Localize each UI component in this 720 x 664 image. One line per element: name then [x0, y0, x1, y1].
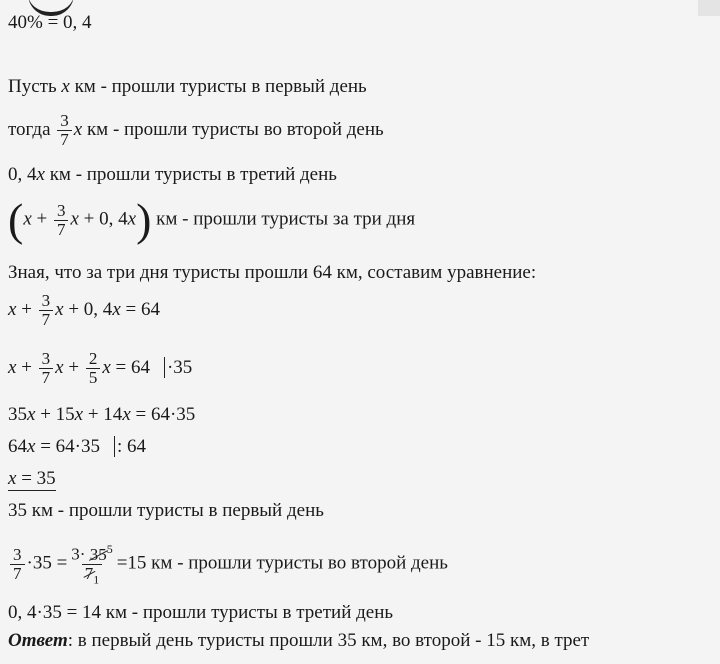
fraction: $\frac{3}{7}$ [39, 292, 54, 329]
line-third-day: 0, 4x км - прошли туристы в третий день [8, 164, 337, 185]
fraction-cancelled: $\frac{3\cdot 35^5}{7_1}$ [71, 542, 113, 587]
multiply-both-sides: ·35 [164, 357, 192, 378]
fraction: $\frac{3}{7}$ [54, 202, 69, 239]
line-answer: Ответ: в первый день туристы прошли 35 км, во второй - 15 км, в трет [8, 630, 590, 651]
line-solution [8, 468, 56, 490]
fraction: $\frac{3}{7}$ [57, 112, 72, 149]
line-third-day-result: 0, 4·35 = 14 км - прошли туристы в третий день [8, 602, 394, 623]
line-equation-2: x + $\frac{3}{7}$ x + $\frac{2}{5}$ x = 64 ·35 [8, 349, 193, 387]
line-equation-1: x + $\frac{3}{7}$ x + 0, 4x = 64 [8, 291, 160, 329]
line-equation-4: 64x = 64·35 : 64 [8, 436, 147, 457]
line-second-day-result: $\frac{3}{7}$ ·35 = $\frac{3\cdot 35^5}{7_1}$ =15 км - прошли туристы во второй день [8, 540, 448, 588]
line-second-day: тогда $\frac{3}{7}$ x км - прошли туристы во второй день [8, 111, 384, 149]
fraction: $\frac{3}{7}$ [39, 350, 54, 387]
answer-label: Ответ [8, 630, 68, 651]
line-let-x: Пусть x км - прошли туристы в первый день [8, 76, 367, 97]
line-first-day-result: 35 км - прошли туристы в первый день [8, 500, 324, 521]
scrollbar-thumb[interactable] [698, 0, 720, 16]
line-three-days: (x + $\frac{3}{7}$ x + 0, 4x) км - прошли туристы за три дня [8, 194, 416, 245]
fraction: $\frac{2}{5}$ [86, 350, 101, 387]
solution-underlined: x = 35 [8, 468, 56, 489]
line-equation-3: 35x + 15x + 14x = 64·35 [8, 404, 196, 425]
line-knowing: Зная, что за три дня туристы прошли 64 км, составим уравнение: [8, 262, 537, 283]
fraction: $\frac{3}{7}$ [10, 546, 25, 583]
line-percent: 40% = 0, 4 [8, 12, 92, 33]
divide-both-sides: : 64 [114, 436, 146, 457]
